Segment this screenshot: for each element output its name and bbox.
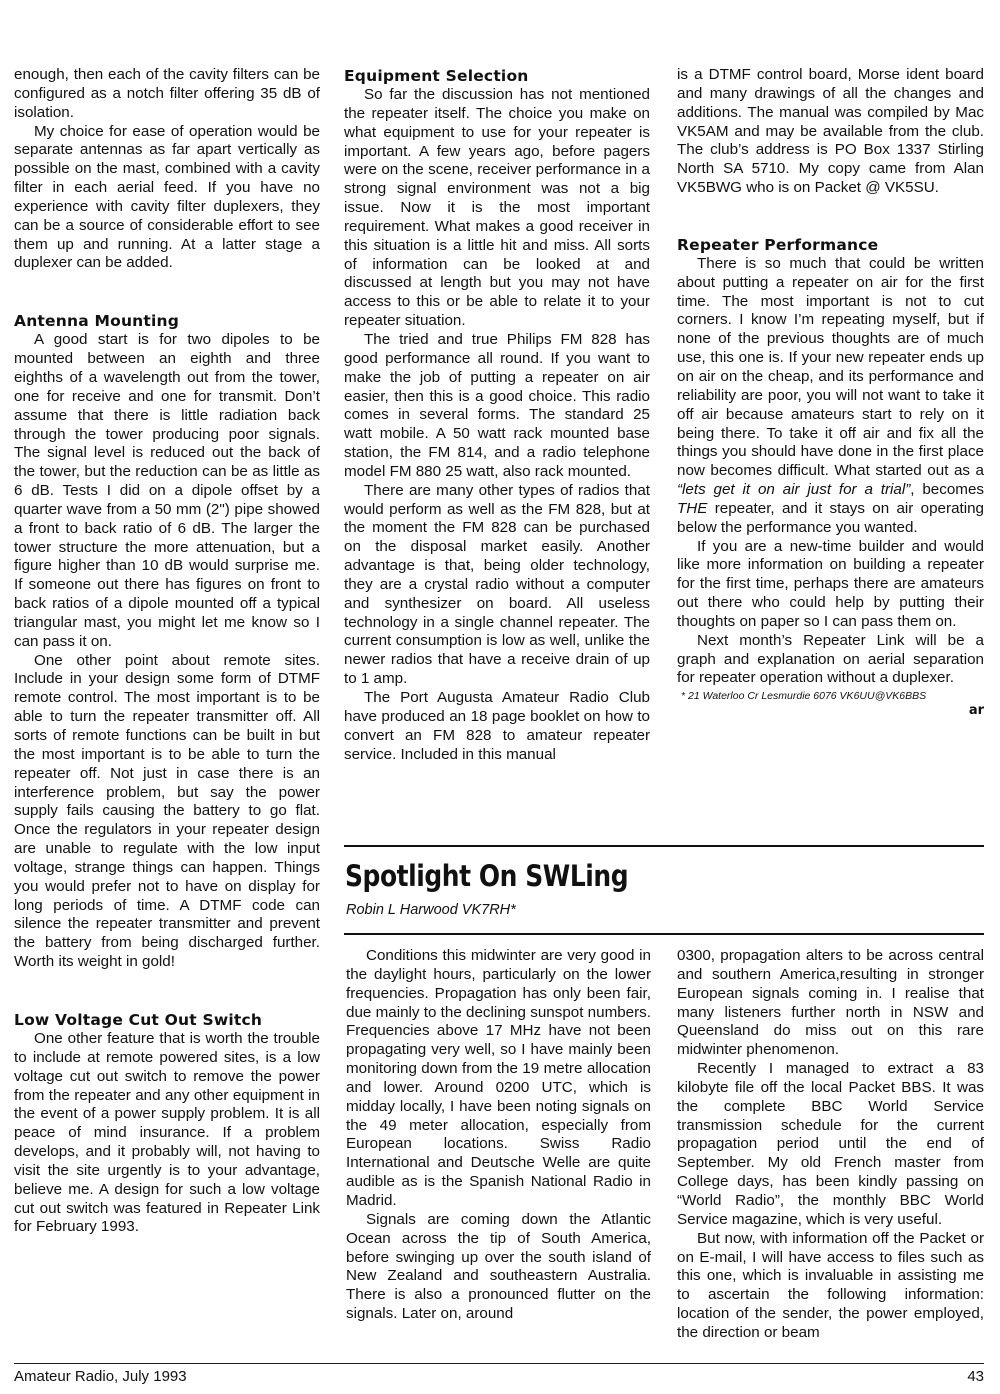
footer-publication: Amateur Radio, July 1993 (14, 1368, 187, 1385)
paragraph: If you are a new-time builder and would like more information on building a repeater for the first time, perhaps there are amateurs out there who could help by putting their thoughts on paper so I can pass them on. (677, 537, 984, 630)
quoted-phrase: “lets get it on air just for a trial” (677, 481, 911, 499)
author-footnote: * 21 Waterloo Cr Lesmurdie 6076 VK6UU@VK6BBS (681, 690, 927, 703)
text-run: , becomes (910, 481, 984, 499)
byline: Robin L Harwood VK7RH* (346, 902, 516, 918)
paragraph: Conditions this midwinter are very good in the daylight hours, particularly on the lower frequencies. Propagation has only been fair, due mainly to the declining sunspot numbers. Frequencies above 17 MHz have not been propagating very well, so I have mainly been monitoring down from the 19 metre allocation and lower. Around 0200 UTC, which is midday locally, I have been noting signals on the 49 meter allocation, especially from European locations. Swiss Radio International and Deutsche Welle are quite audible as is the Spanish National Radio in Madrid. (346, 947, 651, 1209)
paragraph: But now, with information off the Packet or on E-mail, I will have access to files such as this one, which is invaluable in assisting me to ascertain the following information: location of the sender, the power employed, the direction or beam (677, 1229, 984, 1341)
section-heading-antenna-mounting: Antenna Mounting (14, 312, 180, 331)
paragraph: The Port Augusta Amateur Radio Club have produced an 18 page booklet on how to convert an FM 828 to amateur repeater service. Included in this manual (344, 689, 650, 763)
paragraph: The tried and true Philips FM 828 has good performance all round. If you want to make the job of putting a repeater on air easier, then this is a good choice. This radio comes in several forms. The standard 25 watt mobile. A 50 watt rack mounted base station, the FM 814, and a radio telephone model FM 880 25 watt, also rack mounted. (344, 330, 650, 480)
column-3 (677, 66, 984, 719)
article-title: Spotlight On SWLing (345, 859, 629, 893)
paragraph: There are many other types of radios that would perform as well as the FM 828, but at the moment the FM 828 can be purchased on the disposal market easily. Another advantage is that, being older technology, they are a crystal radio without a computer and synthesizer on board. All useless technology in a single channel repeater. The current consumption is low as well, unlike the newer radios that have a receive drain of up to 1 amp. (344, 481, 650, 688)
paragraph: enough, then each of the cavity filters can be configured as a notch filter offering 35 dB of isolation. (14, 66, 320, 121)
section-heading-equipment-selection: Equipment Selection (344, 67, 529, 85)
paragraph: is a DTMF control board, Morse ident board and many drawings of all the changes and additions. The manual was compiled by Mac VK5AM and may be available from the club. The club’s address is PO Box 1337 Stirling North SA 5710. My copy came from Alan VK5BWG who is on Packet @ VK5SU. (677, 66, 984, 197)
end-mark: ar (968, 703, 984, 719)
text-run: There is so much that could be written about putting a repeater on air for the first time. The most important is not to cut corners. I know I’m repeating myself, but if none of the previous thoughts are of much use, this one is. If your new repeater ends up on air on the cheap, and its performance and reliability are poor, you will not want to take it off air because amateurs start to rely on it being there. To take it off air and fix all the things you should have done in the first place now becomes difficult. What started out as a (677, 254, 984, 480)
paragraph (677, 255, 984, 538)
paragraph: So far the discussion has not mentioned the repeater itself. The choice you make on what equipment to use for your repeater is important. A few years ago, before pagers were on the scene, receiver performance in a strong signal environment was not a big issue. Now it is the most important requirement. What makes a good receiver in this situation is a little hit and miss. All sorts of information can be looked at and discussed at length but you may not have access to this or be able to relate it to your repeater situation. (344, 86, 650, 330)
text-run: repeater, and it stays on air operating below the performance you wanted. (677, 499, 984, 536)
column-2 (344, 66, 650, 764)
emphasis: THE (677, 499, 708, 517)
title-rule (344, 933, 984, 935)
spotlight-column-2 (677, 947, 984, 1343)
paragraph: A good start is for two dipoles to be mounted between an eighth and three eighths of a wavelength out from the tower, one for receive and one for transmit. Don’t assume that there is little radiation back through the tower producing poor signals. The signal level is reduced out the back of the tower, but the reduction can be as little as 6 dB. Tests I did on a dipole offset by a quarter wave from a 50 mm (2") pipe showed a front to back ratio of 6 dB. The larger the tower structure the more attenuation, but a figure higher than 10 dB would surprise me. If someone out there has figures on front to back ratios of a dipole mounted off a typical triangular mast, you might let me know so I can pass it on. (14, 331, 320, 650)
spotlight-column-1 (346, 947, 651, 1324)
footer-rule (14, 1363, 984, 1364)
page-number: 43 (967, 1368, 984, 1385)
section-heading-repeater-performance: Repeater Performance (677, 235, 879, 254)
section-rule (344, 845, 984, 847)
paragraph: Signals are coming down the Atlantic Ocean across the tip of South America, before swinging up over the south island of New Zealand and southeastern Australia. There is also a pronounced flutter on the signals. Later on, around (346, 1210, 651, 1323)
paragraph: Recently I managed to extract a 83 kilobyte file off the local Packet BBS. It was the complete BBC World Service transmission schedule for the current propagation period until the end of September. My old French master from College days, has been kindly passing on “World Radio”, the monthly BBC World Service magazine, which is very useful. (677, 1060, 984, 1228)
column-1 (14, 66, 320, 1237)
paragraph: Next month’s Repeater Link will be a graph and explanation on aerial separation for repeater operation without a duplexer. (677, 631, 984, 687)
paragraph: 0300, propagation alters to be across central and southern America,resulting in stronger European signals coming in. I realise that many listeners further north in NSW and Queensland do miss out on this rare midwinter phenomenon. (677, 947, 984, 1059)
paragraph: My choice for ease of operation would be separate antennas as far apart vertically as possible on the mast, combined with a cavity filter in each aerial feed. If you have no experience with cavity filter duplexers, they can be a source of considerable effort to see them up and running. At a latter stage a duplexer can be added. (14, 122, 320, 272)
paragraph: One other feature that is worth the trouble to include at remote powered sites, is a low voltage cut out switch to remove the power from the repeater and any other equipment in the event of a power supply problem. It is all peace of mind insurance. If a problem develops, and it probably will, not having to visit the site urgently is to your advantage, believe me. A design for such a low voltage cut out switch was featured in Repeater Link for February 1993. (14, 1029, 320, 1236)
paragraph: One other point about remote sites. Include in your design some form of DTMF remote control. The most important is to be able to turn the repeater transmitter off. All sorts of remote functions can be built in but the most important is to be able to turn the repeater off. Not just in case there is an interference problem, but say the power supply fails causing the battery to go flat. Once the regulators in your repeater design are unable to regulate with the low input voltage, strange things can happen. Things you would prefer not to have on display for long periods of time. A DTMF code can silence the repeater transmitter and prevent the battery from being discharged further. Worth its weight in gold! (14, 651, 320, 971)
section-heading-low-voltage: Low Voltage Cut Out Switch (14, 1010, 263, 1029)
